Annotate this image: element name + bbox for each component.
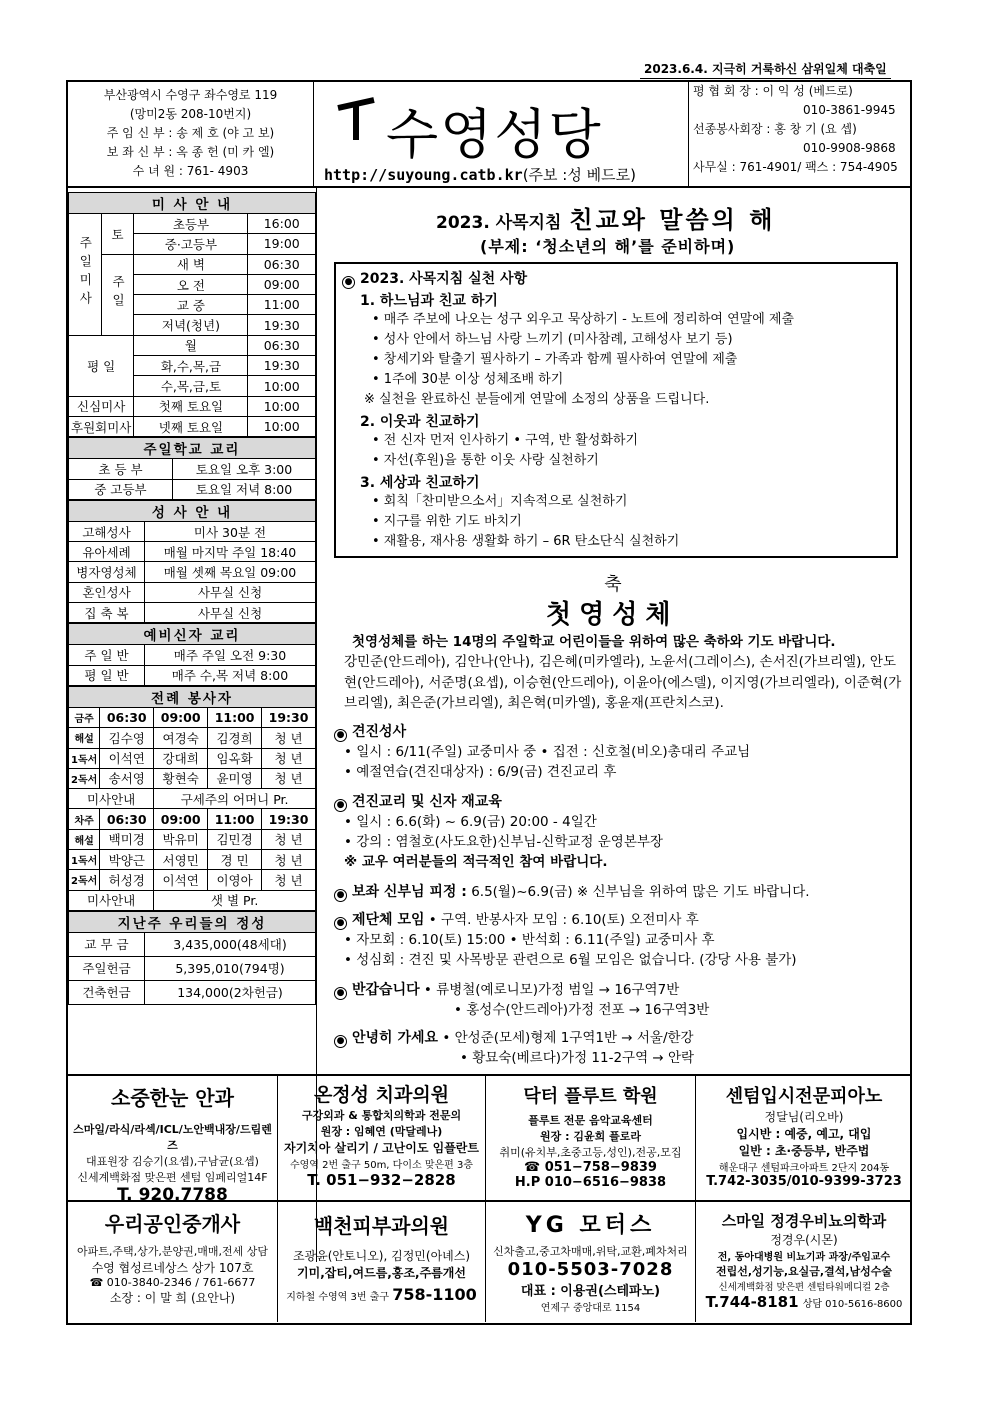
website-url[interactable]: http://suyoung.catb.kr(주보 :성 베드로): [324, 166, 636, 184]
table-cell: 청 년: [262, 870, 316, 890]
table-cell: 신심미사: [69, 396, 134, 416]
table-cell: 미사안내: [69, 890, 154, 910]
table-cell: 청 년: [262, 829, 316, 849]
table-cell: 샛 별 Pr.: [154, 890, 316, 910]
table-cell: 매월 셋째 목요일 09:00: [145, 562, 316, 582]
table-cell: 11:00: [208, 809, 262, 829]
notice-education: ● 견진교리 및 신자 재교육 • 일시 : 6.6(화) ~ 6.9(금) 20:00 - 4일간 • 강의 : 염철호(사도요한)신부님-신학교정 운영본부장 ※ 교우 여러분들의 적극적인 참여 바랍니다.: [334, 792, 663, 872]
table-cell: 윤미영: [208, 768, 262, 788]
table-cell: 09:00: [154, 707, 208, 727]
table-cell: 교 무 금: [69, 932, 145, 956]
table-cell: 16:00: [248, 214, 316, 234]
clergy-line: 주 임 신 부 : 송 제 호 (야 고 보): [106, 126, 275, 140]
table-cell: 첫째 토요일: [134, 396, 248, 416]
table-cell: 매주 주일 오전 9:30: [145, 645, 316, 665]
clergy-line: 수 녀 원 : 761- 4903: [132, 164, 249, 178]
table-cell: 토: [101, 214, 134, 255]
table-cell: 초등부: [134, 214, 248, 234]
table-cell: 사무실 신청: [145, 582, 316, 602]
ad-dermatology[interactable]: 백천피부과의원 조광윤(안토니오), 김정민(아녜스) 기미,잡티,여드름,홍조,주름개선 지하철 수영역 3번 출구 758-1100: [278, 1202, 486, 1322]
table-cell: 차주: [69, 809, 100, 829]
table-cell: 백미경: [100, 829, 154, 849]
table-cell: 여경숙: [154, 728, 208, 748]
table-cell: 강대희: [154, 748, 208, 768]
first-communion-names: 강민준(안드레아), 김안나(안나), 김은혜(미카엘라), 노윤서(그레이스), 손서진(가브리엘), 안도현(안드레아), 서준명(요셉), 이승현(안드레아), 이윤아(에스델), 이지영(가브리엘라), 이준혁(가브리엘), 최은준(가브리엘), 최은혁(미카엘), 홍윤재(프란치스코).: [344, 654, 902, 711]
table-cell: 해설: [69, 728, 100, 748]
ad-realtor[interactable]: 우리공인중개사 아파트,주택,상가,분양권,매매,전세 상담 수영 협성르네상스 상가 107호 ☎ 010-3840-2346 / 761-6677 소장 : 이 말 희 (요안나): [68, 1202, 278, 1322]
table-cell: 화,수,목,금: [134, 356, 248, 376]
address-line: 부산광역시 수영구 좌수영로 119: [103, 88, 278, 102]
bullet-icon: ●: [342, 276, 355, 289]
table-cell: 청 년: [262, 768, 316, 788]
table-cell: 06:30: [100, 809, 154, 829]
table-cell: 주 일 반: [69, 645, 145, 665]
table-cell: 황현숙: [154, 768, 208, 788]
ad-eye-clinic[interactable]: 소중한눈 안과 스마일/라식/라섹/ICL/노안백내장/드림렌즈 대표원장 김승기(요셉),구남균(요셉) 신세계백화점 맞은편 센텀 임페리얼14F T. 920.7788: [68, 1076, 278, 1200]
clergy-line: 보 좌 신 부 : 옥 종 헌 (미 카 엘): [106, 145, 275, 159]
table-cell: 06:30: [248, 335, 316, 355]
table-cell: 송서영: [100, 768, 154, 788]
table-cell: 허성경: [100, 870, 154, 890]
table-cell: 김수영: [100, 728, 154, 748]
pastoral-guidelines-box: ● 2023. 사목지침 실천 사항 1. 하느님과 친교 하기 • 매주 주보에 나오는 성구 외우고 묵상하기 - 노트에 정리하여 연말에 제출 • 성사 안에서 하느님 사랑 느끼기 (미사참례, 고해성사 보기 등) • 창세기와 탈출기 필사하기 – 가족과 함께 필사하여 연말에 제출 • 1주에 30분 이상 성체조배 하기 ※ 실천을 완료하신 분들에게 연말에 소정의 상품을 드립니다. 2. 이웃과 친교하기 • 전 신자 먼저 인사하기 • 구역, 반 활성화하기 • 자선(후원)을 통한 이웃 사랑 실천하기 3. 세상과 친교하기 • 회칙「찬미받으소서」지속적으로 실천하기 • 지구를 위한 기도 바치기 • 재활용, 재사용 생활화 하기 – 6R 탄소단식 실천하기: [334, 262, 898, 558]
table-cell: 청 년: [262, 728, 316, 748]
catechumen-table: [68, 623, 316, 686]
bullet-icon: ●: [334, 1035, 347, 1048]
table-cell: 매주 수,목 저녁 8:00: [145, 665, 316, 685]
table-cell: 주일헌금: [69, 956, 145, 980]
table-cell: 박유미: [154, 829, 208, 849]
offering-table: [68, 911, 316, 1005]
bullet-icon: ●: [334, 799, 347, 812]
table-cell: 임옥화: [208, 748, 262, 768]
box-title: ● 2023. 사목지침 실천 사항: [342, 268, 890, 289]
table-cell: 19:30: [248, 356, 316, 376]
table-cell: 고해성사: [69, 521, 145, 541]
notice-farewell: ● 안녕히 가세요 • 안성준(모세)형제 1구역1반 → 서울/한강 • 황묘숙(베르다)가정 11-2구역 → 안락: [334, 1028, 694, 1068]
table-cell: 해설: [69, 829, 100, 849]
issue-date: 2023.6.4. 지극히 거룩하신 삼위일체 대축일: [640, 60, 891, 79]
table-cell: 성 사 안 내: [69, 500, 316, 521]
page-title: 2023. 사목지침 친교와 말씀의 해: [436, 205, 776, 234]
bullet-icon: ●: [334, 889, 347, 902]
school-table: [68, 437, 316, 500]
table-cell: 월: [134, 335, 248, 355]
cross-logo-icon: [334, 94, 384, 144]
table-cell: 19:30: [248, 315, 316, 335]
table-cell: 경 민: [208, 850, 262, 870]
table-cell: 김경희: [208, 728, 262, 748]
table-cell: 19:30: [262, 707, 316, 727]
table-cell: 5,395,010(794명): [145, 956, 316, 980]
table-cell: 이석연: [154, 870, 208, 890]
table-cell: 넷째 토요일: [134, 416, 248, 436]
notice-welcome: ● 반갑습니다 • 류병철(예로니모)가정 범일 → 16구역7반 • 홍성수(안드레아)가정 전포 → 16구역3반: [334, 980, 709, 1020]
bullet-icon: ●: [334, 729, 347, 742]
table-cell: 김민경: [208, 829, 262, 849]
table-cell: 06:30: [248, 254, 316, 274]
table-cell: 병자영성체: [69, 562, 145, 582]
first-communion-title: 첫영성체: [546, 600, 679, 630]
table-cell: 토요일 오후 3:00: [173, 459, 316, 479]
table-cell: 2독서: [69, 870, 100, 890]
parish-address-block: [68, 82, 314, 186]
table-cell: 평 일: [69, 335, 134, 396]
table-cell: 집 축 복: [69, 603, 145, 623]
table-cell: 저녁(청년): [134, 315, 248, 335]
notice-confirmation: ● 견진성사 • 일시 : 6/11(주일) 교중미사 중 • 집전 : 신호철(비오)총대리 주교님 • 예절연습(견진대상자) : 6/9(금) 견진교리 후: [334, 722, 750, 782]
table-cell: 청 년: [262, 850, 316, 870]
table-cell: 수,목,금,토: [134, 376, 248, 396]
mass-schedule-table: [68, 192, 316, 437]
table-cell: 유아세례: [69, 542, 145, 562]
table-cell: 오 전: [134, 274, 248, 294]
table-cell: 구세주의 어머니 Pr.: [154, 789, 316, 809]
table-cell: 전례 봉사자: [69, 686, 316, 707]
table-cell: 토요일 저녁 8:00: [173, 479, 316, 499]
ad-flute-academy[interactable]: 닥터 플루트 학원 플루트 전문 음악교육센터 원장 : 김윤희 플로라 취미(유치부,초중고등,성인),전공,모집 ☎ 051−758−9839 H.P 010−6516−9838: [486, 1076, 696, 1200]
table-cell: 사무실 신청: [145, 603, 316, 623]
divider: [68, 186, 912, 188]
table-cell: 19:30: [262, 809, 316, 829]
table-cell: 금주: [69, 707, 100, 727]
table-cell: 새 벽: [134, 254, 248, 274]
table-cell: 초 등 부: [69, 459, 173, 479]
notice-meetings: ● 제단체 모임 • 구역. 반봉사자 모임 : 6.10(토) 오전미사 후 • 자모회 : 6.10(토) 15:00 • 반석회 : 6.11(주일) 교중미사 후 • 성심회 : 견진 및 사목방문 관련으로 6월 모임은 없습니다. (강당 사용 불가): [334, 910, 797, 970]
table-cell: 매월 마지막 주일 18:40: [145, 542, 316, 562]
sacrament-table: [68, 500, 316, 623]
page-subtitle: (부제: ‘청소년의 해’를 준비하며): [480, 237, 736, 256]
mass-title: 미 사 안 내: [69, 193, 316, 214]
bullet-icon: ●: [334, 987, 347, 1000]
table-cell: 지난주 우리들의 정성: [69, 911, 316, 932]
table-cell: 09:00: [154, 809, 208, 829]
bullet-icon: ●: [334, 917, 347, 930]
table-cell: 주일: [101, 254, 134, 335]
first-communion-lead: 첫영성체를 하는 14명의 주일학교 어린이들을 위하여 많은 축하와 기도 바랍니다.: [352, 634, 836, 650]
servers-table: [68, 686, 316, 911]
ad-piano-academy[interactable]: 센텀입시전문피아노 정달님(리오바) 입시반 : 예중, 예고, 대입 일반 : 초·중등부, 반주법 해운대구 센텀파크아파트 2단지 204동 T.742-3035/010-9399-3723: [706, 1086, 902, 1189]
table-cell: 09:00: [248, 274, 316, 294]
table-cell: 박양근: [100, 850, 154, 870]
left-column: [68, 192, 316, 1005]
table-cell: 중 고등부: [69, 479, 173, 499]
table-cell: 평 일 반: [69, 665, 145, 685]
address-line: (망미2동 208-10번지): [129, 107, 252, 121]
table-cell: 10:00: [248, 416, 316, 436]
table-cell: 주일학교 교리: [69, 438, 316, 459]
table-cell: 교 중: [134, 295, 248, 315]
table-cell: 혼인성사: [69, 582, 145, 602]
table-cell: 이영아: [208, 870, 262, 890]
table-cell: 10:00: [248, 396, 316, 416]
table-cell: 이석연: [100, 748, 154, 768]
table-cell: 미사 30분 전: [145, 521, 316, 541]
logo-text: 수영성당: [386, 103, 603, 166]
table-cell: 서영민: [154, 850, 208, 870]
notice-retreat: ● 보좌 신부님 피정 : 6.5(월)~6.9(금) ※ 신부님을 위하여 많은 기도 바랍니다.: [334, 882, 810, 902]
table-cell: 19:00: [248, 234, 316, 254]
office-phone: 사무실 : 761-4901/ 팩스 : 754-4905: [693, 160, 898, 174]
table-cell: 06:30: [100, 707, 154, 727]
table-cell: 미사안내: [69, 789, 154, 809]
table-cell: 134,000(2차헌금): [145, 980, 316, 1004]
table-cell: 1독서: [69, 748, 100, 768]
ad-dental-clinic[interactable]: 온정성 치과의원 구강외과 & 통합치의학과 전문의 원장 : 임혜연 (막달레나) 자기치아 살리기 / 고난이도 임플란트 수영역 2번 출구 50m, 다이소 맞은편 3층 T. 051−932−2828: [278, 1076, 486, 1200]
table-cell: 1독서: [69, 850, 100, 870]
table-cell: 3,435,000(48세대): [145, 932, 316, 956]
celebration-emblem-icon: 축: [604, 574, 622, 595]
table-cell: 중·고등부: [134, 234, 248, 254]
table-cell: 후원회미사: [69, 416, 134, 436]
table-cell: 2독서: [69, 768, 100, 788]
table-cell: 10:00: [248, 376, 316, 396]
sunday-label: 주일미사: [69, 214, 102, 336]
ad-urology[interactable]: 스마일 정경우비뇨의학과 정경우(시몬) 전, 동아대병원 비뇨기과 과장/주임교수 전립선,성기능,요실금,결석,남성수술 신세계백화점 맞은편 센텀타워메디컬 2층 T.744-8181 상담 010-5616-8600: [705, 1212, 903, 1311]
table-cell: 11:00: [208, 707, 262, 727]
table-cell: 예비신자 교리: [69, 624, 316, 645]
ad-motors[interactable]: YG 모터스 신차출고,중고차매매,위탁,교환,폐차처리 010-5503-7028 대표 : 이용권(스테파노) 연제구 중앙대로 1154: [486, 1202, 696, 1322]
table-cell: 11:00: [248, 295, 316, 315]
council-contacts: 평 협 회 장 : 이 익 성 (베드로) 010-3861-9945 선종봉사회장 : 홍 창 기 (요 셉) 010-9908-9868 사무실 : 761-4901/ 팩스 : 754-4905: [688, 82, 910, 186]
parish-logo: [316, 82, 686, 186]
table-cell: 건축헌금: [69, 980, 145, 1004]
table-cell: 청 년: [262, 748, 316, 768]
